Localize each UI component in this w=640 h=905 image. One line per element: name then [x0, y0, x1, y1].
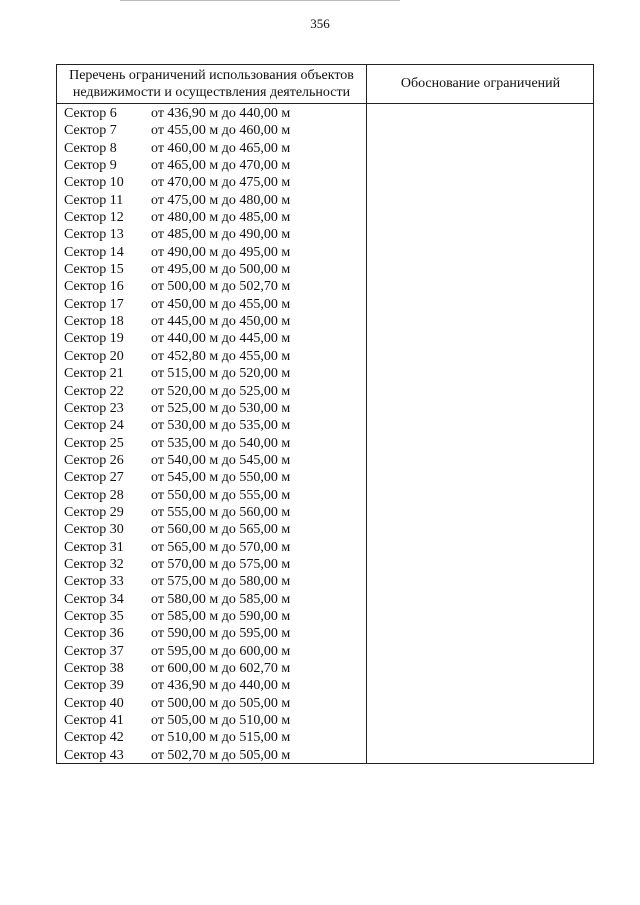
table-row [57, 660, 366, 677]
table-row [57, 296, 366, 313]
sector-name: Сектор 16 [64, 279, 124, 295]
table-row [57, 313, 366, 330]
sector-name: Сектор 14 [64, 244, 124, 260]
table-row [57, 330, 366, 347]
elevation-range: от 510,00 м до 515,00 м [151, 730, 291, 746]
sector-name: Сектор 15 [64, 262, 124, 278]
table-rows [57, 105, 366, 764]
elevation-range: от 500,00 м до 502,70 м [151, 279, 291, 295]
header-restrictions-list: Перечень ограничений использования объектов недвижимости и осуществления деятельности [69, 68, 354, 100]
table-row [57, 209, 366, 226]
sector-name: Сектор 8 [64, 140, 117, 156]
sector-name: Сектор 25 [64, 435, 124, 451]
elevation-range: от 535,00 м до 540,00 м [151, 435, 291, 451]
table-row [57, 192, 366, 209]
sector-name: Сектор 34 [64, 591, 124, 607]
restrictions-table [56, 64, 594, 764]
elevation-range: от 575,00 м до 580,00 м [151, 574, 291, 590]
sector-name: Сектор 12 [64, 210, 124, 226]
elevation-range: от 560,00 м до 565,00 м [151, 522, 291, 538]
sector-name: Сектор 23 [64, 400, 124, 416]
sector-name: Сектор 36 [64, 626, 124, 642]
elevation-range: от 455,00 м до 460,00 м [151, 123, 291, 139]
table-row [57, 348, 366, 365]
sector-name: Сектор 32 [64, 556, 124, 572]
table-row [57, 747, 366, 764]
sector-name: Сектор 7 [64, 123, 117, 139]
elevation-range: от 555,00 м до 560,00 м [151, 504, 291, 520]
sector-name: Сектор 40 [64, 695, 124, 711]
sector-name: Сектор 31 [64, 539, 124, 555]
header-divider [57, 103, 593, 104]
table-row [57, 504, 366, 521]
sector-name: Сектор 38 [64, 661, 124, 676]
elevation-range: от 490,00 м до 495,00 м [151, 244, 291, 260]
table-row [57, 573, 366, 590]
table-row [57, 105, 366, 122]
elevation-range: от 450,00 м до 455,00 м [151, 296, 291, 312]
elevation-range: от 495,00 м до 500,00 м [151, 262, 291, 278]
elevation-range: от 600,00 м до 602,70 м [151, 661, 291, 676]
table-row [57, 122, 366, 139]
sector-name: Сектор 19 [64, 331, 124, 347]
sector-name: Сектор 21 [64, 366, 124, 382]
elevation-range: от 500,00 м до 505,00 м [151, 695, 291, 711]
table-row [57, 469, 366, 486]
elevation-range: от 540,00 м до 545,00 м [151, 452, 291, 468]
sector-name: Сектор 10 [64, 175, 124, 191]
elevation-range: от 465,00 м до 470,00 м [151, 158, 291, 174]
table-row [57, 261, 366, 278]
sector-name: Сектор 43 [64, 747, 124, 763]
table-row [57, 539, 366, 556]
elevation-range: от 520,00 м до 525,00 м [151, 383, 291, 399]
elevation-range: от 595,00 м до 600,00 м [151, 643, 291, 659]
elevation-range: от 505,00 м до 510,00 м [151, 713, 291, 729]
elevation-range: от 525,00 м до 530,00 м [151, 400, 291, 416]
sector-name: Сектор 13 [64, 227, 124, 243]
elevation-range: от 565,00 м до 570,00 м [151, 539, 291, 555]
sector-name: Сектор 28 [64, 487, 124, 503]
sector-name: Сектор 37 [64, 643, 124, 659]
elevation-range: от 445,00 м до 450,00 м [151, 314, 291, 330]
sector-name: Сектор 41 [64, 713, 124, 729]
table-row [57, 487, 366, 504]
sector-name: Сектор 20 [64, 348, 124, 364]
column-divider [366, 65, 367, 763]
elevation-range: от 585,00 м до 590,00 м [151, 608, 291, 624]
table-row [57, 417, 366, 434]
table-row [57, 157, 366, 174]
table-row [57, 452, 366, 469]
elevation-range: от 515,00 м до 520,00 м [151, 366, 291, 382]
table-row [57, 244, 366, 261]
table-row [57, 695, 366, 712]
sector-name: Сектор 33 [64, 574, 124, 590]
table-row [57, 625, 366, 642]
table-row [57, 729, 366, 746]
elevation-range: от 570,00 м до 575,00 м [151, 556, 291, 572]
table-row [57, 383, 366, 400]
table-row [57, 140, 366, 157]
table-row [57, 174, 366, 191]
table-row [57, 521, 366, 538]
table-row [57, 677, 366, 694]
elevation-range: от 436,90 м до 440,00 м [151, 106, 291, 121]
sector-name: Сектор 24 [64, 418, 124, 434]
table-row [57, 400, 366, 417]
table-row [57, 556, 366, 573]
elevation-range: от 590,00 м до 595,00 м [151, 626, 291, 642]
table-row [57, 608, 366, 625]
sector-name: Сектор 35 [64, 608, 124, 624]
elevation-range: от 470,00 м до 475,00 м [151, 175, 291, 191]
table-row [57, 643, 366, 660]
scan-top-rule [120, 0, 400, 1]
elevation-range: от 485,00 м до 490,00 м [151, 227, 291, 243]
sector-name: Сектор 11 [64, 192, 124, 208]
elevation-range: от 452,80 м до 455,00 м [151, 348, 291, 364]
elevation-range: от 436,90 м до 440,00 м [151, 678, 291, 694]
elevation-range: от 545,00 м до 550,00 м [151, 470, 291, 486]
page-number: 356 [310, 16, 330, 31]
table-row [57, 226, 366, 243]
elevation-range: от 460,00 м до 465,00 м [151, 140, 291, 156]
elevation-range: от 550,00 м до 555,00 м [151, 487, 291, 503]
sector-name: Сектор 18 [64, 314, 124, 330]
sector-name: Сектор 30 [64, 522, 124, 538]
table-row [57, 365, 366, 382]
sector-name: Сектор 9 [64, 158, 117, 174]
table-row [57, 435, 366, 452]
elevation-range: от 440,00 м до 445,00 м [151, 331, 291, 347]
table-row [57, 591, 366, 608]
elevation-range: от 502,70 м до 505,00 м [151, 747, 291, 763]
table-row [57, 278, 366, 295]
elevation-range: от 475,00 м до 480,00 м [151, 192, 291, 208]
sector-name: Сектор 22 [64, 383, 124, 399]
sector-name: Сектор 26 [64, 452, 124, 468]
sector-name: Сектор 17 [64, 296, 124, 312]
sector-name: Сектор 39 [64, 678, 124, 694]
sector-name: Сектор 6 [64, 106, 117, 121]
elevation-range: от 530,00 м до 535,00 м [151, 418, 291, 434]
sector-name: Сектор 29 [64, 504, 124, 520]
elevation-range: от 580,00 м до 585,00 м [151, 591, 291, 607]
sector-name: Сектор 27 [64, 470, 124, 486]
header-justification: Обоснование ограничений [400, 76, 561, 91]
table-row [57, 712, 366, 729]
sector-name: Сектор 42 [64, 730, 124, 746]
elevation-range: от 480,00 м до 485,00 м [151, 210, 291, 226]
